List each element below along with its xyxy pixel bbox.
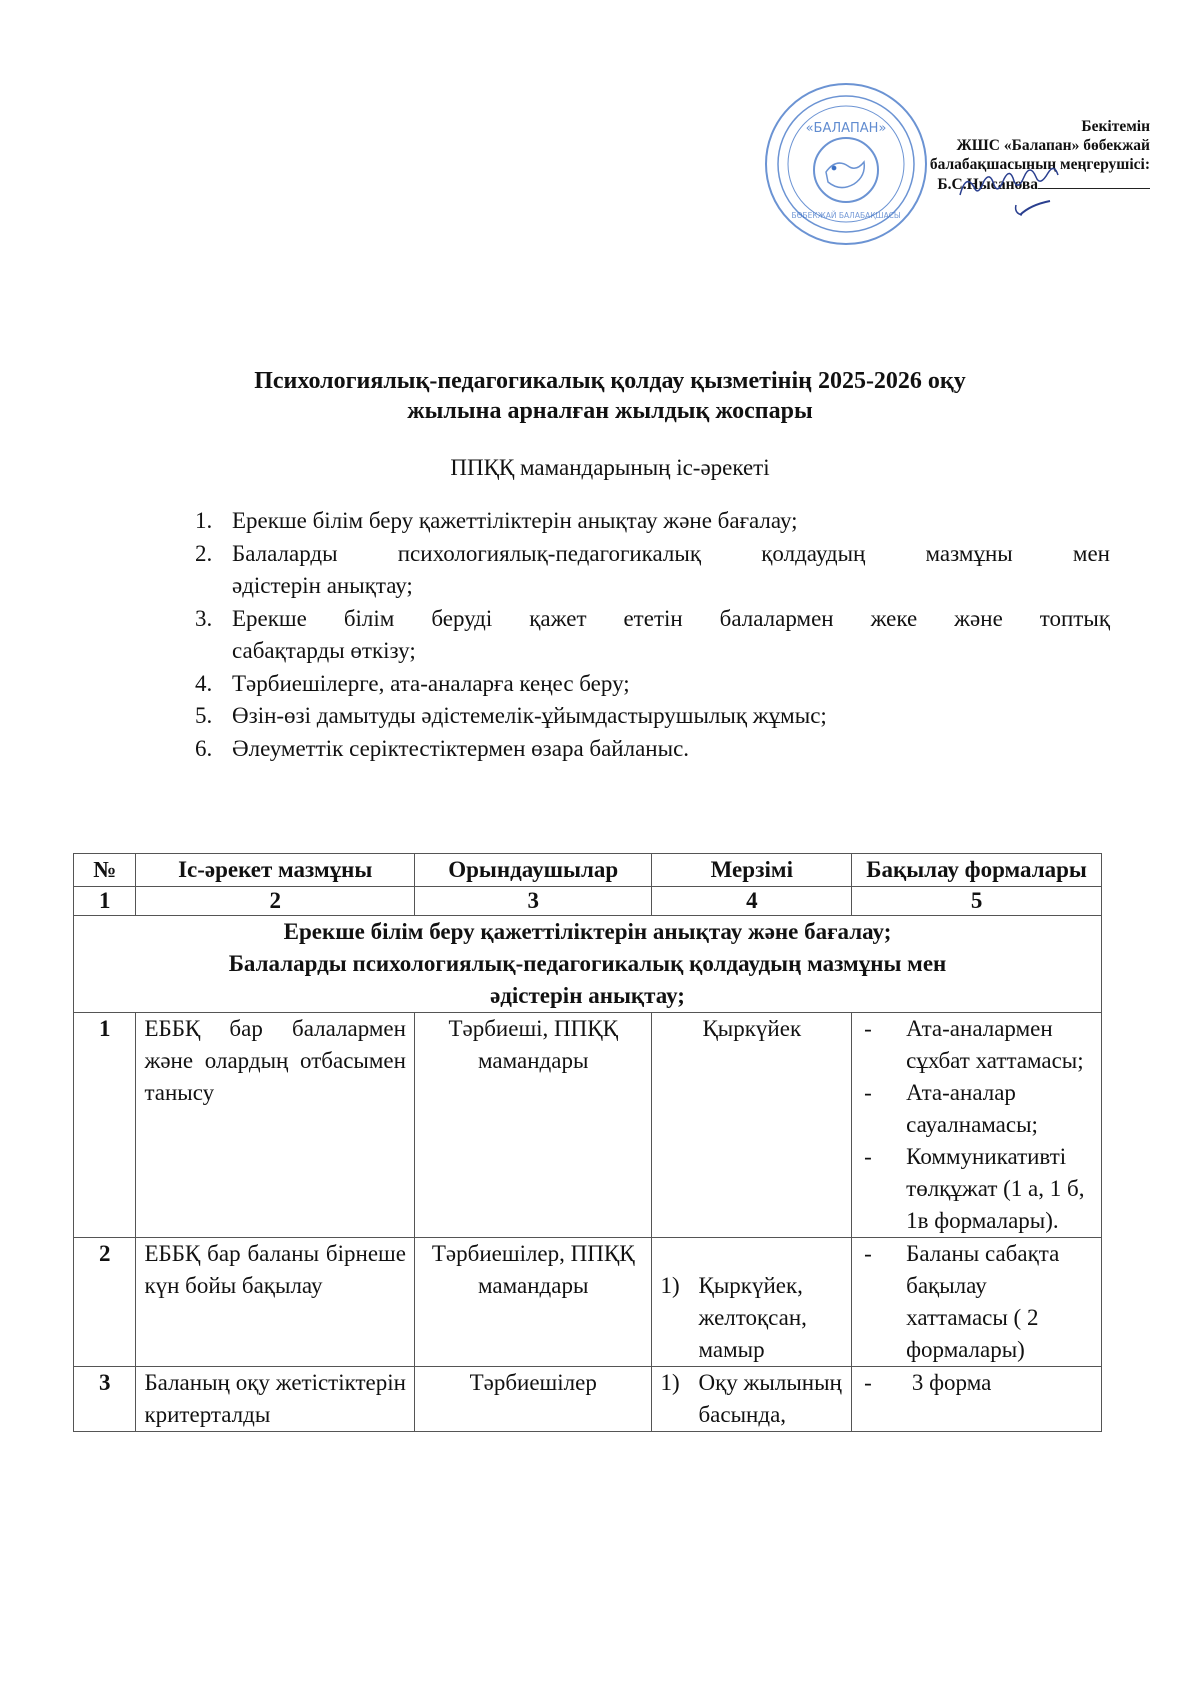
stamp-bottom-text: БӨБЕКЖАЙ БАЛАБАҚШАСЫ — [791, 211, 901, 220]
activity-number: 6. — [195, 735, 213, 761]
approval-line-position: балабақшасының меңгерушісі: — [929, 156, 1150, 173]
activity-text: Өзін-өзі дамытуды әдістемелік-ұйымдастырушылық жұмыс; — [232, 703, 827, 728]
activity-item — [195, 733, 1110, 766]
document-subtitle: ППҚҚ мамандарының іс-әрекеті — [450, 455, 770, 480]
column-number: 5 — [852, 887, 1102, 916]
control-form-item: - Ата-аналармен сұхбат хаттамасы; — [864, 1016, 1084, 1073]
activity-text: Әлеуметтік серіктестіктермен өзара байланыс. — [232, 735, 690, 761]
stamp-text: «БАЛАПАН» — [805, 121, 887, 136]
activity-item — [195, 603, 1110, 668]
row-activity: ЕББҚ бар балалармен және олардың отбасымен танысу — [136, 1013, 415, 1238]
header-number: № — [74, 854, 136, 887]
approval-line-org: ЖШС «Балапан» бөбекжай — [956, 137, 1150, 154]
column-number: 3 — [414, 887, 652, 916]
activity-number: 2. — [195, 540, 213, 566]
title-line-1: Психологиялық-педагогикалық қолдау қызметінің 2025-2026 оқу — [254, 368, 966, 394]
row-term: Қыркүйек — [652, 1013, 852, 1238]
activity-text: Тәрбиешілерге, ата-аналарға кеңес беру; — [232, 670, 630, 696]
activity-item — [195, 700, 1110, 733]
activity-text-cont: әдістерін анықтау; — [232, 573, 413, 598]
table-row — [74, 1238, 1102, 1367]
column-number: 1 — [74, 887, 136, 916]
header-executors: Орындаушылар — [414, 854, 652, 887]
approval-block — [700, 75, 1150, 265]
row-number: 3 — [74, 1367, 136, 1432]
control-form-item: - 3 форма — [864, 1370, 992, 1395]
row-control-forms — [852, 1367, 1102, 1432]
row-activity: ЕББҚ бар баланы бірнеше күн бойы бақылау — [136, 1238, 415, 1367]
activity-number: 4. — [195, 670, 213, 696]
column-number: 2 — [136, 887, 415, 916]
signature-icon — [950, 155, 1090, 225]
table-row — [74, 1013, 1102, 1238]
control-form-item: - Ата-аналар сауалнамасы; — [864, 1080, 1038, 1137]
control-form-item: - Коммуникативті төлқұжат (1 а, 1 б, 1в формалары). — [864, 1144, 1085, 1233]
activity-text: Балаларды психологиялық-педагогикалық қолдаудың мазмұны мен — [232, 540, 1110, 566]
column-number: 4 — [652, 887, 852, 916]
row-executors: Тәрбиешілер — [414, 1367, 652, 1432]
activity-text-cont: сабақтарды өткізу; — [232, 638, 416, 663]
header-activity: Іс-әрекет мазмұны — [136, 854, 415, 887]
activity-number: 3. — [195, 605, 213, 631]
director-name: Б.С.Нысанова — [937, 176, 1038, 193]
row-term: 1) Қыркүйек, желтоқсан, мамыр — [652, 1238, 852, 1367]
activity-item — [195, 668, 1110, 701]
row-control-forms — [852, 1013, 1102, 1238]
control-form-item: - Баланы сабақта бақылау хаттамасы ( 2 формалары) — [864, 1241, 1060, 1362]
approval-line-approve: Бекітемін — [1081, 118, 1150, 135]
header-control-forms: Бақылау формалары — [852, 854, 1102, 887]
activity-text: Ерекше білім беру қажеттіліктерін анықтау және бағалау; — [232, 508, 798, 533]
document-title — [160, 366, 1060, 426]
row-number: 2 — [74, 1238, 136, 1367]
row-control-forms — [852, 1238, 1102, 1367]
activity-number: 1. — [195, 508, 213, 533]
activity-number: 5. — [195, 703, 213, 728]
section-header-row — [74, 916, 1102, 1013]
row-term: 1) Оқу жылының басында, — [652, 1367, 852, 1432]
column-numbers-row — [74, 887, 1102, 916]
title-line-2: жылына арналған жылдық жоспары — [407, 398, 813, 424]
plan-table — [73, 853, 1102, 1432]
section-heading: Ерекше білім беру қажеттіліктерін анықтау және бағалау; Балаларды психологиялық-педагогикалық қолдаудың мазмұны мен әдістерін анықтау; — [74, 916, 1102, 1013]
activity-text: Ерекше білім беруді қажет ететін балалармен жеке және топтық — [232, 605, 1110, 631]
table-header-row — [74, 854, 1102, 887]
activity-item — [195, 538, 1110, 603]
row-executors: Тәрбиешілер, ППҚҚ мамандары — [414, 1238, 652, 1367]
activity-item — [195, 505, 1110, 538]
row-executors: Тәрбиеші, ППҚҚ мамандары — [414, 1013, 652, 1238]
row-number: 1 — [74, 1013, 136, 1238]
row-activity: Баланың оқу жетістіктерін критерталды — [136, 1367, 415, 1432]
header-term: Мерзімі — [652, 854, 852, 887]
activities-list — [195, 505, 1110, 765]
table-row — [74, 1367, 1102, 1432]
